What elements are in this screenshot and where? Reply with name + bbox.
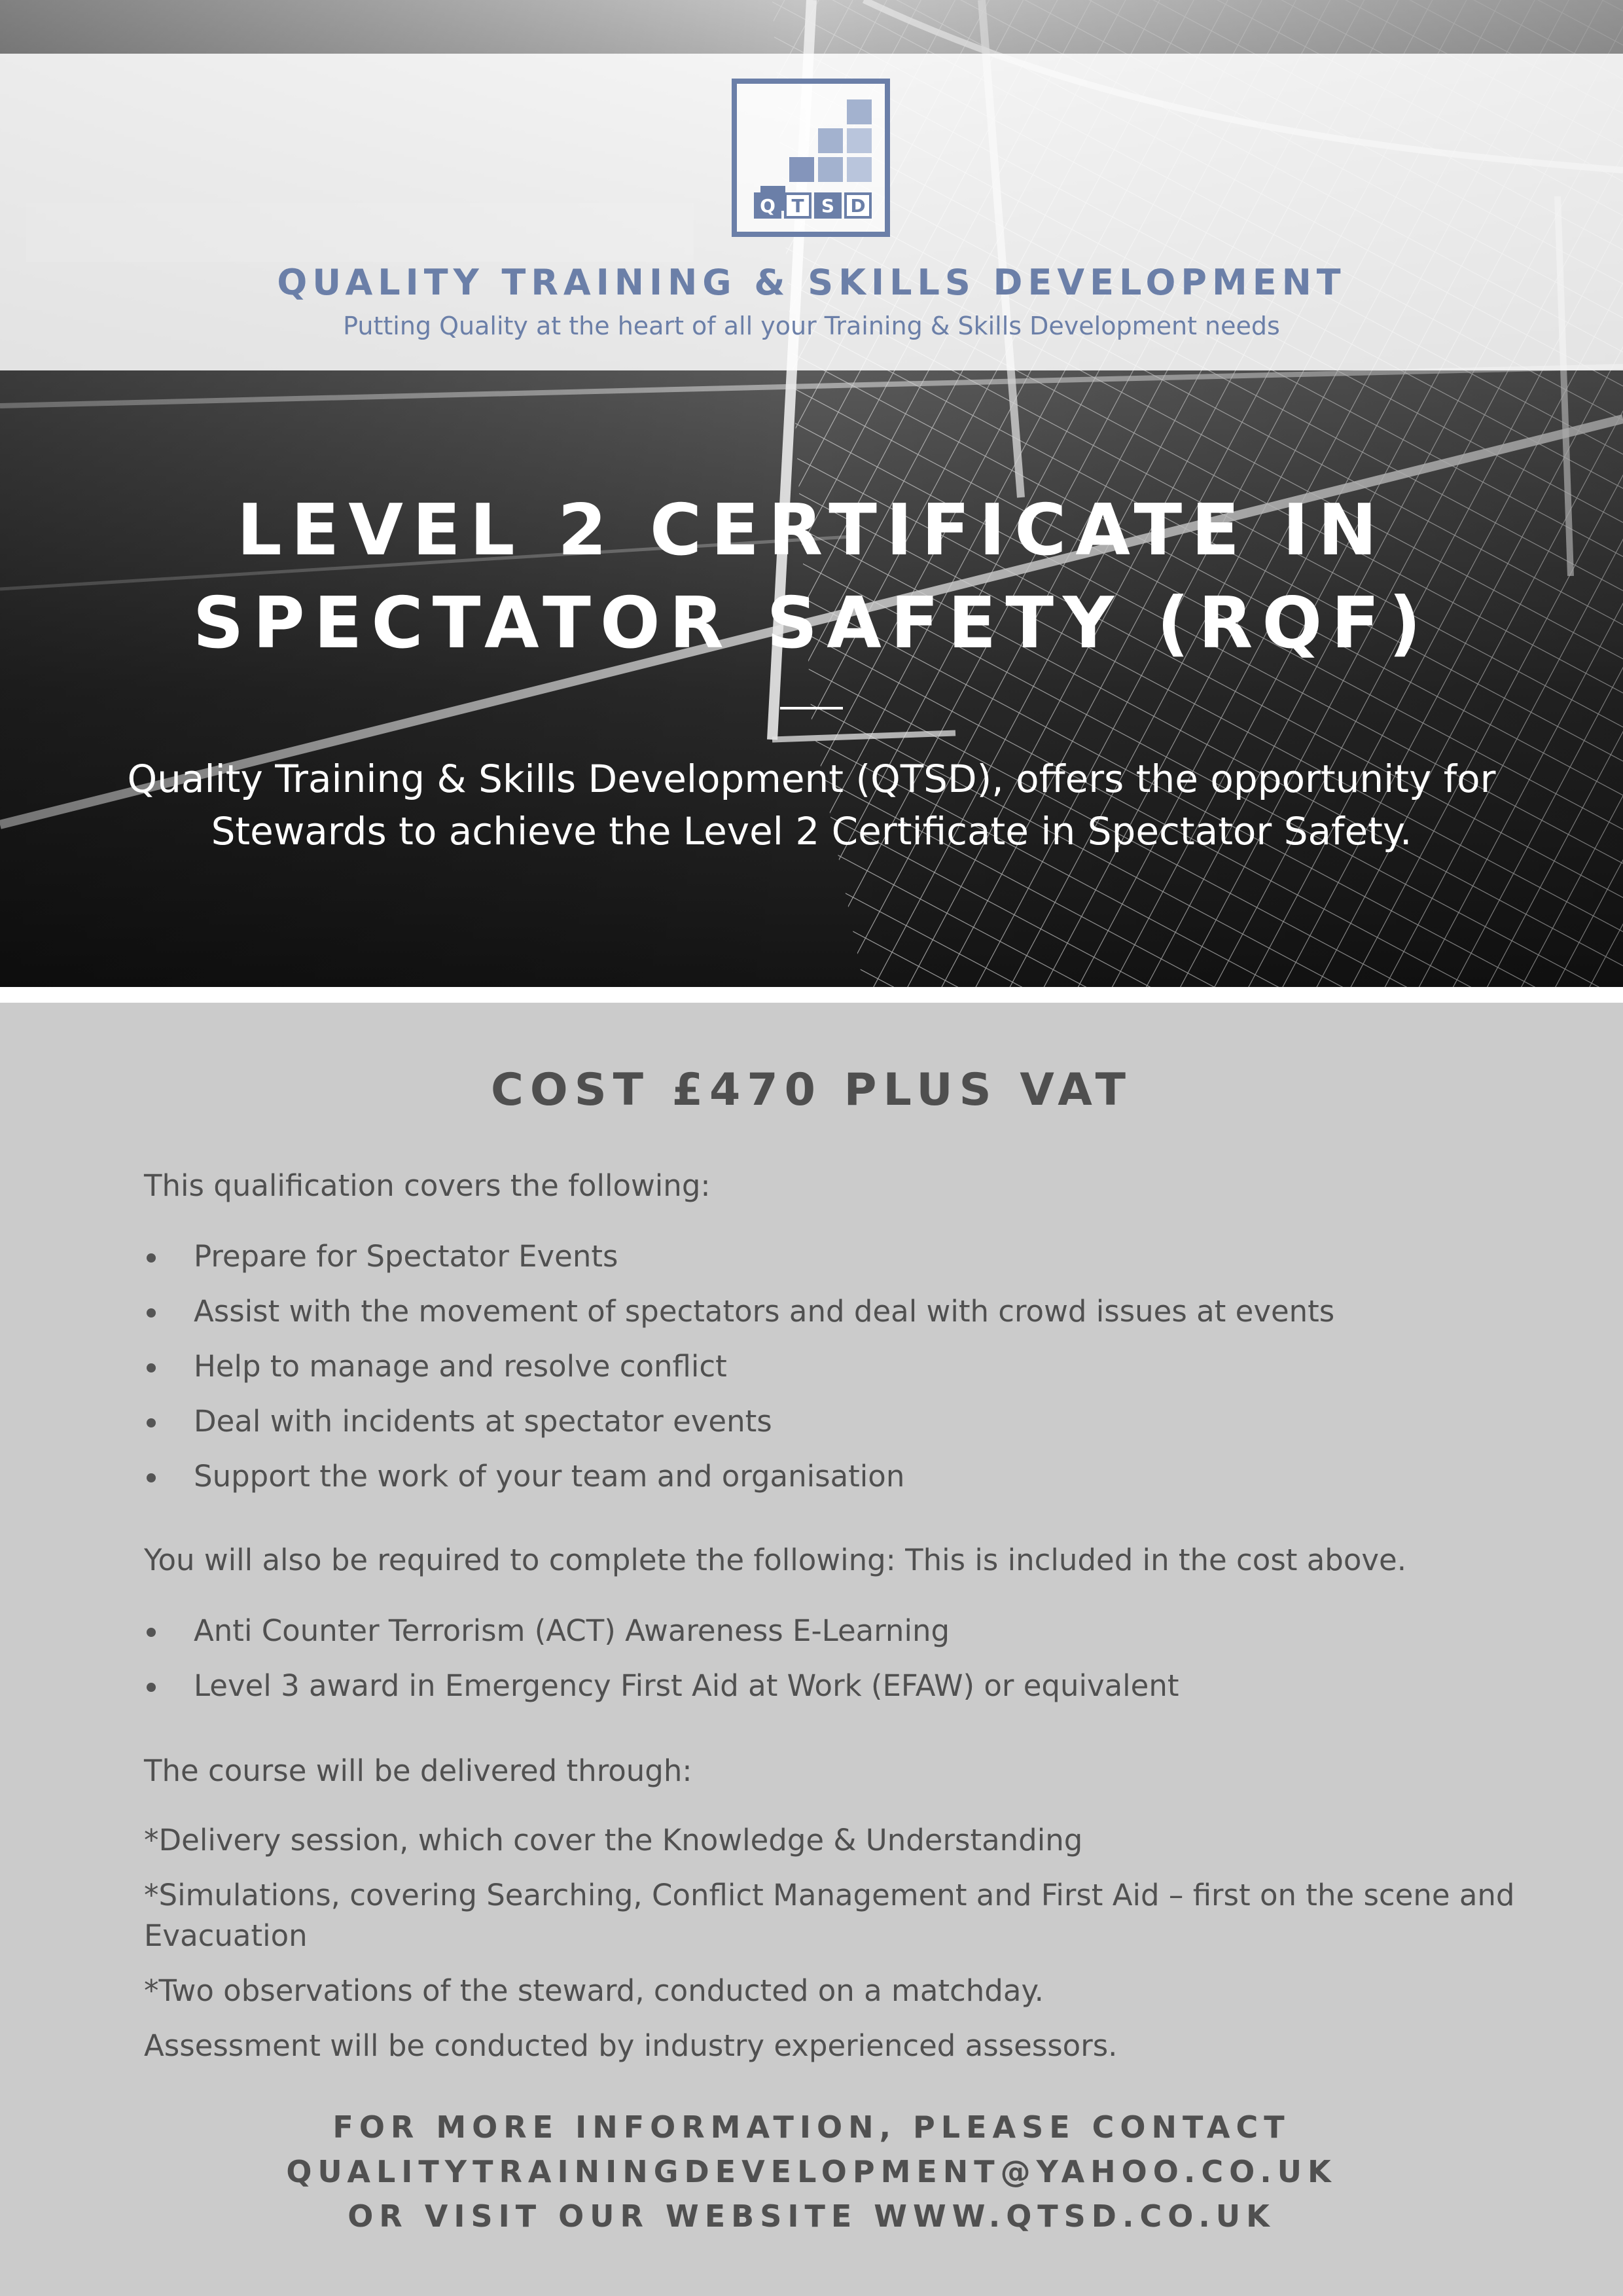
covers-list (144, 1237, 1334, 1512)
course-title-line-2: SPECTATOR SAFETY (RQF) (192, 583, 1431, 664)
organisation-tagline: Putting Quality at the heart of all your Training & Skills Development needs (343, 312, 1280, 340)
title-divider (780, 707, 843, 709)
logo-letter-t: T (784, 192, 812, 219)
list-item: Deal with incidents at spectator events (144, 1402, 1334, 1457)
logo-letters (754, 192, 872, 219)
list-item: Level 3 award in Emergency First Aid at Work (EFAW) or equivalent (144, 1666, 1179, 1721)
required-intro: You will also be required to complete the following: This is included in the cost above. (144, 1543, 1407, 1577)
course-title (0, 484, 1623, 670)
logo-letter-s: S (814, 192, 842, 219)
list-item: Help to manage and resolve conflict (144, 1347, 1334, 1402)
assessment-note: Assessment will be conducted by industry experienced assessors. (144, 2028, 1118, 2063)
course-cost: COST £470 PLUS VAT (490, 1064, 1133, 1116)
course-intro-line-1: Quality Training & Skills Development (QTSD), offers the opportunity for (127, 757, 1496, 801)
delivery-item-observations: *Two observations of the steward, conducted on a matchday. (144, 1973, 1044, 2008)
logo-letter-d: D (844, 192, 872, 219)
course-intro-line-2: Stewards to achieve the Level 2 Certificate in Spectator Safety. (211, 809, 1412, 853)
delivery-item-knowledge: *Delivery session, which cover the Knowledge & Understanding (144, 1823, 1083, 1857)
covers-intro: This qualification covers the following: (144, 1168, 711, 1203)
list-item: Prepare for Spectator Events (144, 1237, 1334, 1292)
delivery-item-simulations-line-2: Evacuation (144, 1918, 308, 1953)
list-item: Anti Counter Terrorism (ACT) Awareness E-Learning (144, 1611, 1179, 1666)
contact-line-1: FOR MORE INFORMATION, PLEASE CONTACT (332, 2109, 1291, 2145)
contact-block (0, 2105, 1623, 2238)
contact-website[interactable]: OR VISIT OUR WEBSITE WWW.QTSD.CO.UK (348, 2198, 1275, 2234)
qtsd-logo (732, 79, 890, 237)
delivery-intro: The course will be delivered through: (144, 1753, 692, 1788)
list-item: Support the work of your team and organisation (144, 1457, 1334, 1512)
hero-banner (0, 0, 1623, 987)
logo-letter-q: Q (754, 192, 781, 219)
organisation-name: QUALITY TRAINING & SKILLS DEVELOPMENT (277, 262, 1346, 303)
contact-email[interactable]: QUALITYTRAININGDEVELOPMENT@YAHOO.CO.UK (286, 2154, 1337, 2189)
course-intro (0, 753, 1623, 857)
required-list (144, 1611, 1179, 1721)
delivery-item-simulations-line-1: *Simulations, covering Searching, Conflict Management and First Aid – first on the scene and (144, 1878, 1515, 1912)
course-title-line-1: LEVEL 2 CERTIFICATE IN (236, 490, 1387, 571)
list-item: Assist with the movement of spectators and deal with crowd issues at events (144, 1292, 1334, 1347)
